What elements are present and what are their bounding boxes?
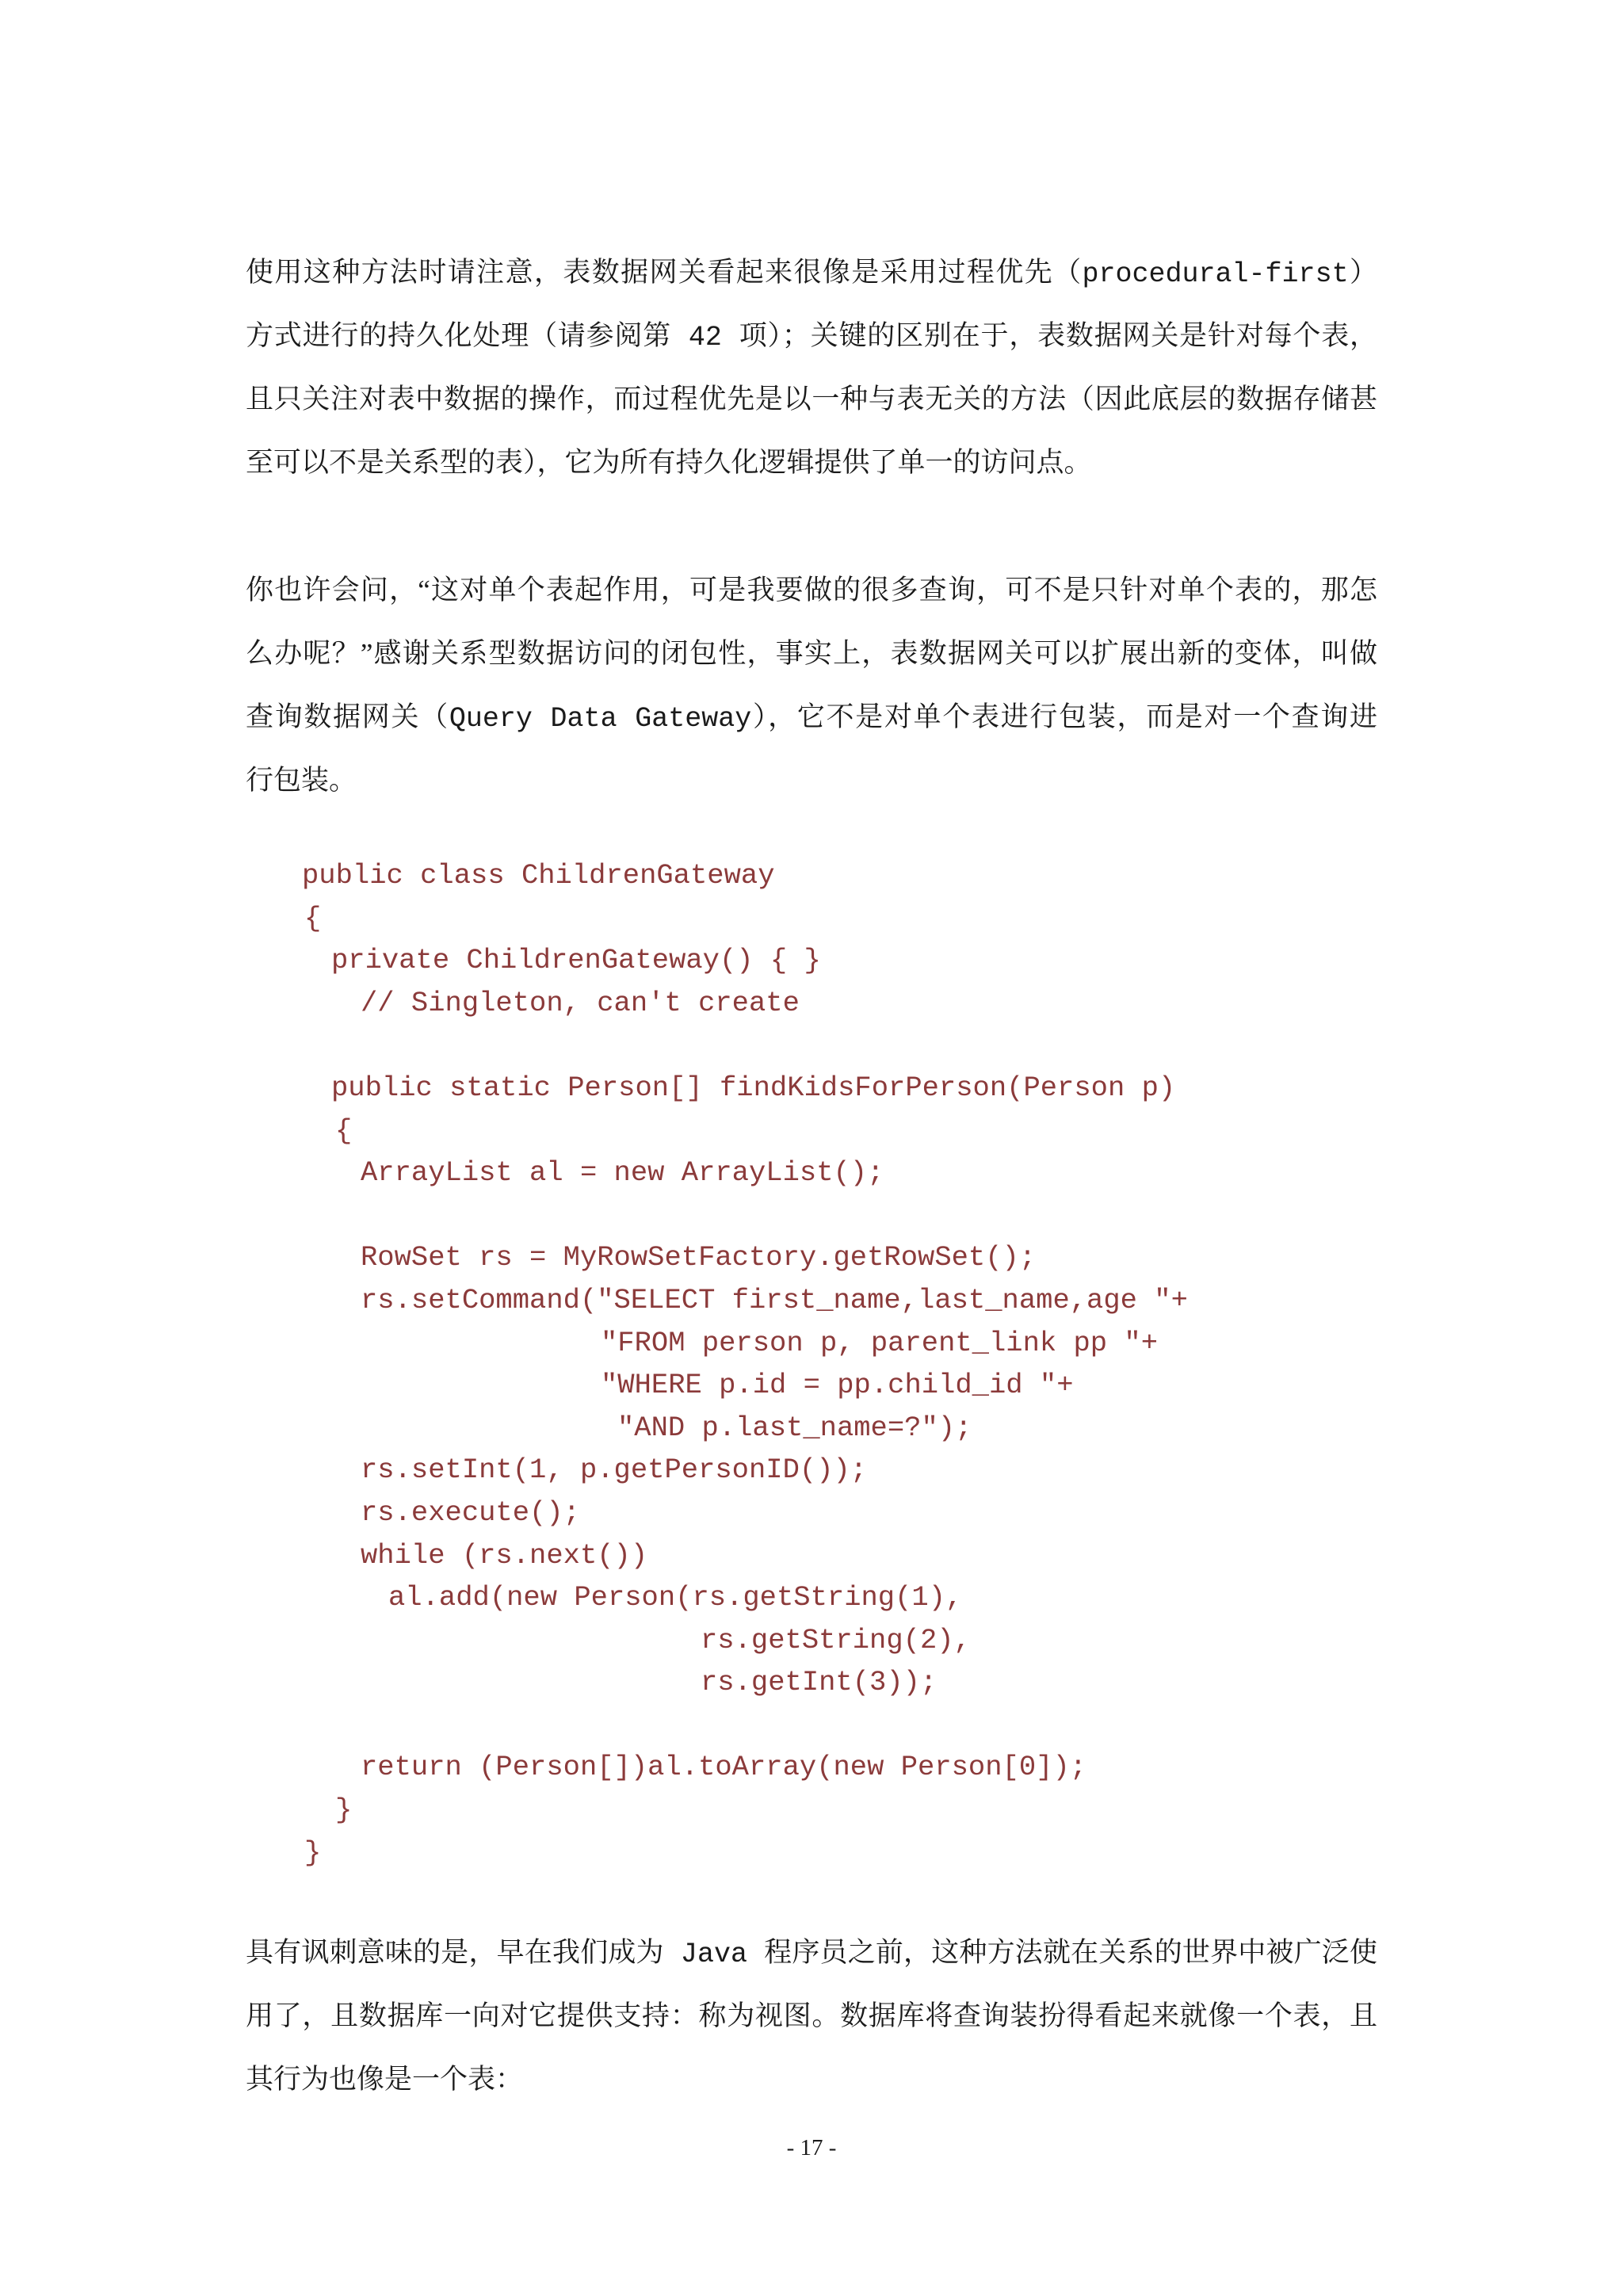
code-line: while (rs.next()) <box>361 1538 648 1572</box>
code-line: "FROM person p, parent_link pp "+ <box>601 1326 1159 1359</box>
inline-code: 42 <box>671 322 739 353</box>
paragraph-line <box>246 431 1377 495</box>
paragraph <box>246 1921 1377 2111</box>
text-segment: 具有讽刺意味的是，早在我们成为 <box>246 1937 664 1968</box>
paragraph-line <box>246 2048 1377 2111</box>
code-blank-line <box>0 1024 1623 1067</box>
code-line: { <box>335 1114 353 1147</box>
code-line: { <box>304 901 322 934</box>
code-line: rs.execute(); <box>361 1496 580 1529</box>
code-line: public class ChildrenGateway <box>302 859 775 892</box>
text-segment: 查询数据网关（ <box>246 701 449 732</box>
inline-code: procedural-first <box>1082 258 1349 290</box>
paragraph-line <box>246 1985 1377 2048</box>
text-segment: 么办呢？”感谢关系型数据访问的闭包性，事实上，表数据网关可以扩展出新的变体，叫做 <box>246 638 1377 669</box>
code-line: al.add(new Person(rs.getString(1), <box>388 1581 963 1614</box>
code-line: ArrayList al = new ArrayList(); <box>361 1156 884 1190</box>
code-line: } <box>335 1794 353 1827</box>
code-line: RowSet rs = MyRowSetFactory.getRowSet(); <box>361 1241 1037 1274</box>
code-block <box>0 854 1623 1874</box>
text-segment: 程序员之前，这种方法就在关系的世界中被广泛使 <box>764 1937 1377 1968</box>
paragraph-line <box>246 749 1377 812</box>
inline-code: Java <box>663 1939 765 1970</box>
code-line: rs.getInt(3)); <box>701 1666 938 1699</box>
code-line: "AND p.last_name=?"); <box>617 1411 972 1444</box>
code-line: return (Person[])al.toArray(new Person[0]); <box>361 1751 1087 1784</box>
paragraph-line <box>246 304 1377 368</box>
code-line: rs.getString(2), <box>701 1623 971 1656</box>
text-segment: ） <box>1348 257 1377 288</box>
paragraph-line <box>246 241 1377 304</box>
code-comment-line: // Singleton, can't create <box>361 986 800 1019</box>
text-segment: 项）；关键的区别在于，表数据网关是针对每个表， <box>739 320 1377 351</box>
paragraph-line <box>246 368 1377 431</box>
text-segment: 你也许会问，“这对单个表起作用，可是我要做的很多查询，可不是只针对单个表的，那怎 <box>246 575 1377 606</box>
text-segment: 方式进行的持久化处理（请参阅第 <box>246 320 672 351</box>
paragraph <box>246 241 1377 495</box>
page-number: - 17 - <box>786 2135 837 2160</box>
text-segment: 行包装。 <box>246 765 357 796</box>
text-segment: 用了，且数据库一向对它提供支持：称为视图。数据库将查询装扮得看起来就像一个表，且 <box>246 2000 1377 2031</box>
paragraph-line <box>246 1921 1377 1985</box>
paragraph-line <box>246 686 1377 749</box>
code-line: "WHERE p.id = pp.child_id "+ <box>601 1369 1074 1402</box>
inline-code: Query Data Gateway <box>449 703 752 735</box>
paragraph <box>246 559 1377 812</box>
code-line: public static Person[] findKidsForPerson(Person p) <box>331 1071 1176 1104</box>
code-line: rs.setInt(1, p.getPersonID()); <box>361 1454 868 1487</box>
text-segment: 且只关注对表中数据的操作，而过程优先是以一种与表无关的方法（因此底层的数据存储甚 <box>246 384 1377 415</box>
code-line: private ChildrenGateway() { } <box>331 944 821 977</box>
text-segment: 使用这种方法时请注意，表数据网关看起来很像是采用过程优先（ <box>246 257 1083 288</box>
text-segment: 至可以不是关系型的表），它为所有持久化逻辑提供了单一的访问点。 <box>246 447 1092 478</box>
code-blank-line <box>0 1704 1623 1747</box>
code-line: } <box>304 1836 322 1869</box>
paragraph-line <box>246 622 1377 686</box>
text-segment: 其行为也像是一个表： <box>246 2064 524 2095</box>
text-segment: ），它不是对单个表进行包装，而是对一个查询进 <box>751 701 1377 732</box>
code-line: rs.setCommand("SELECT first_name,last_name,age "+ <box>361 1283 1188 1316</box>
paragraph-line <box>246 559 1377 622</box>
code-blank-line <box>0 1194 1623 1237</box>
